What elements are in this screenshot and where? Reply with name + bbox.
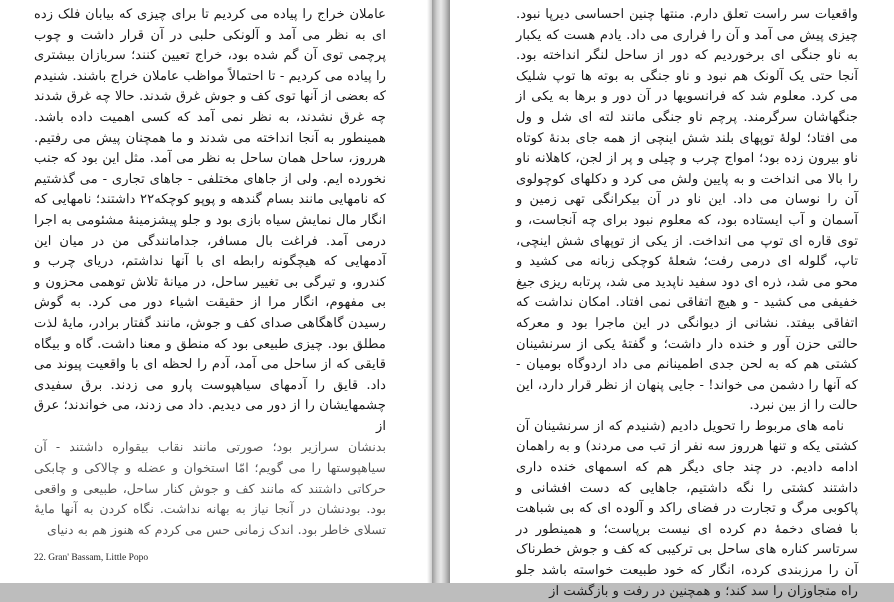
- left-faded-paragraph: بدنشان سرازیر بود؛ صورتی مانند نقاب بیقواره داشتند - آن سیاهپوستها را می گویم؛ امّا استخوان و عضله و چالاکی و چابکی حرکاتی داشتند که مانند کف و جوش کنار ساحل، طبیعی و واقعی بود. بودنشان در آنجا نیاز به بهانه نداشت. نگاه کردن به آنها مایهٔ تسلای خاطر بود. اندک زمانی حس می کردم که هنوز هم به دنیای: [34, 439, 386, 537]
- left-page-text: [34, 5, 386, 540]
- footnote: 22. Gran' Bassam, Little Popo: [34, 553, 149, 563]
- right-page: [450, 0, 894, 599]
- left-page: [0, 0, 432, 583]
- book-gutter: [432, 0, 450, 583]
- left-main-paragraph: عاملان خراج را پیاده می کردیم تا برای چیزی که بیابان فلک زده ای به نظر می آمد و آلونکی حلبی در آن قرار داشت و چوب پرچمی توی آن گم شده بود، خراج تعیین کنند؛ سربازان بیشتری را پیاده می کردیم - تا احتمالاً مواظب عاملان خراج باشند. شنیدم که بعضی از آنها توی کف و جوش غرق شدند. حالا چه غرق شدند چه غرق نشدند، به نظر نمی آمد که کسی اهمیت داده باشد. همینطور به آنجا انداخته می شدند و ما همچنان پیش می رفتیم. هرروز، ساحل همان ساحل به نظر می آمد. مثل این بود که جنب نخورده ایم. ولی از جاهای مختلفی - جاهای تجاری - می گذشتیم که نامهایی مانند بسام گندهه و پوپو کوچکه۲۲ داشتند؛ نامهایی که انگار مال نمایش سیاه بازی بود و جلو پیشزمینهٔ مشئومی به اجرا درمی آمد. فراغت بال مسافر، جدامانندگی من در میان این آدمهایی که هیچگونه رابطه ای با آنها نداشتم، دریای چرب و کندرو، و تیرگی بی تغییر ساحل، در میانهٔ تلاش توهمی محزون و بی مفهوم، انگار مرا از حقیقت اشیاء دور می کرد. به گوش رسیدن گاهگاهی صدای کف و جوش، مانند گفتار برادر، مایهٔ لذت مطلق بود. چیزی طبیعی بود که منطق و معنا داشت. گاه و بیگاه قایقی که از ساحل می آمد، آدم را لحظه ای با واقعیت پیوند می داد. قایق را آدمهای سیاهپوست پارو می زدند. برق سفیدی چشمهایشان را از دور می دیدیم. داد می زدند، می خواندند؛ عرق از: [34, 7, 386, 434]
- right-main-paragraph: واقعیات سر راست تعلق دارم. منتها چنین احساسی دیرپا نبود. چیزی پیش می آمد و آن را فراری می داد. یادم هست که یکبار به ناو جنگی ای برخوردیم که دور از ساحل لنگر انداخته بود. آنجا حتی یک آلونک هم نبود و ناو جنگی به بوته ها توپ شلیک می کرد. معلوم شد که فرانسویها در آن دور و برها به یکی از جنگهاشان سرگرمند. پرچم ناو جنگی مانند لته ای شل و ول می افتاد؛ لولهٔ توپهای بلند شش اینچی از همه جای بدنهٔ کوتاه ناو بیرون زده بود؛ امواج چرب و چیلی و پر از لجن، کاهلانه ناو را بالا می انداخت و به پایین ولش می کرد و دکلهای کوچولوی آن را نوسان می داد. این ناو در آن بیکرانگی تهی زمین و آسمان و آب ایستاده بود، که معلوم نبود برای چه آنجاست، و توی قاره ای توپ می انداخت. از یکی از توپهای شش اینچی، تاپ، گلوله ای درمی رفت؛ شعلهٔ کوچکی زبانه می کشید و محو می شد، ذره ای دود سفید ناپدید می شد، پرتابه ریزی جیغ خفیفی می کشید - و هیچ اتفاقی نمی افتاد. امکان نداشت که اتفاقی بیفتد. نشانی از دیوانگی در این ماجرا بود و معرکه حالتی حزن آور و خنده دار داشت؛ و گفتهٔ یکی از سرنشینان کشتی هم که به لحن جدی اطمینانم می داد اردوگاه بومیان - که آنها را دشمن می خواند! - جایی پنهان از نظر قرار دارد، این حالت را از بین نبرد.: [516, 7, 858, 414]
- right-page-text: [516, 5, 858, 602]
- right-second-paragraph: نامه های مربوط را تحویل دادیم (شنیدم که از سرنشینان آن کشتی یکه و تنها هرروز سه نفر از تب می مردند) و به راهمان ادامه دادیم. در چند جای دیگر هم که اسمهای خنده داری داشتند کشتی را نگه داشتیم، جاهایی که دست افشانی و پاکوبی مرگ و تجارت در فضای راکد و آلوده ای که بی شباهت با فضای دخمهٔ دم کرده ای نیست برپاست؛ و همینطور در سرتاسر کناره های ساحل بی ترکیبی که کف و جوش خطرناک آن را مرزبندی کرده، انگار که خود طبیعت خواسته باشد جلو راه متجاوزان را سد کند؛ و همچنین در رفت و بازگشت از: [516, 418, 858, 599]
